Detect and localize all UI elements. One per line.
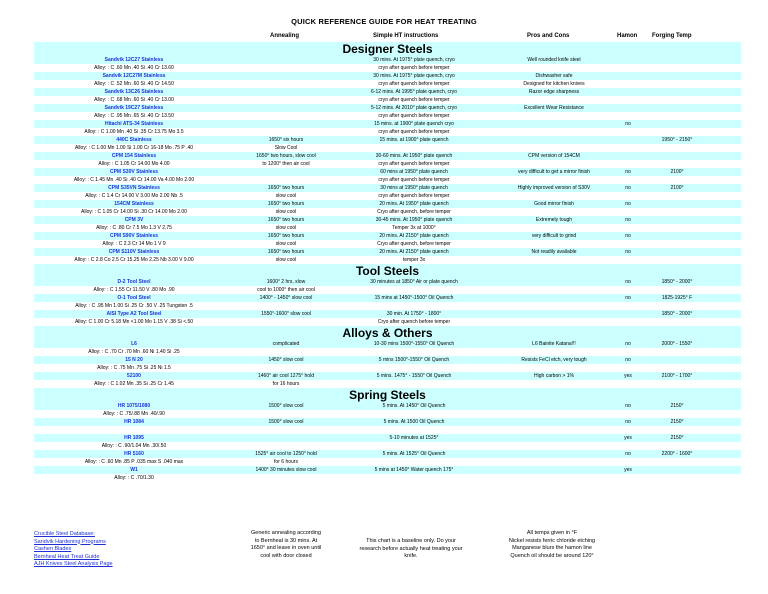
steel-name: Sandvik 19C27 Stainless: [104, 105, 164, 111]
steel-row: [34, 184, 741, 192]
alloy-row: [34, 302, 741, 310]
steel-row: [34, 232, 741, 240]
alloy-row: [34, 192, 741, 200]
ht-instructions-cell: 60 mins at 1950° plate quench: [380, 169, 448, 175]
hamon-cell: no: [625, 201, 631, 207]
steel-row: [34, 152, 741, 160]
note-annealing-line: Generic annealing according: [250, 530, 322, 536]
alloy-row: [34, 144, 741, 152]
annealing-cell: 1650° two hours: [267, 185, 305, 191]
alloy-row: [34, 128, 741, 136]
alloy-composition: Alloy: : C .52 Mn .60 Si .40 Cr 14.50: [94, 81, 174, 87]
ht-instructions-cell: cryo after quench before temper: [378, 113, 450, 119]
alloy-composition: Alloy: : C .75 Mn .75 Si .25 Ni 1.5: [97, 365, 171, 371]
ht-instructions-cell: 30 mins. At 1975° plate quench, cryo: [373, 73, 455, 79]
annealing-cell: 1400° 30 minutes slow cool: [255, 467, 317, 473]
steel-name: D-2 Tool Steel: [117, 279, 151, 285]
forging-temp-cell: 1950° - 2150°: [661, 137, 693, 143]
link-crucible-database[interactable]: Crucible Steel Database:: [34, 531, 95, 537]
forging-temp-cell: 2200° - 1600°: [661, 451, 693, 457]
annealing-cell: slow cool: [275, 257, 297, 263]
ht-instructions-cell: temper 3x: [402, 257, 426, 263]
ht-instructions-cell: Temper 3x at 1000°: [392, 225, 436, 231]
hamon-cell: no: [625, 341, 631, 347]
ht-instructions-cell: 15 mins. at 1900° plate quench: [379, 137, 449, 143]
annealing-cell: cool to 1000° then air cool: [257, 287, 315, 293]
ht-instructions-cell: cryo after quench before temper: [378, 65, 450, 71]
annealing-cell: 1650° two hours: [267, 201, 305, 207]
steel-row: [34, 120, 741, 128]
alloy-composition: Alloy: : C 2.8 Co 2.5 Cr 15.25 Mo 2.25 Nb 3.00 V 9.00: [74, 257, 194, 263]
pros-cons-cell: Resists FeCl etch, very tough: [521, 357, 587, 363]
steel-row: [34, 278, 741, 286]
alloy-row: [34, 224, 741, 232]
steel-row: [34, 248, 741, 256]
ht-instructions-cell: 20 mins. At 2150° plate quench: [379, 249, 449, 255]
alloy-row: [34, 364, 741, 372]
ht-instructions-cell: 5 mins. At 1525° Oil Quench: [382, 451, 446, 457]
steel-name: CPM S110V Stainless: [108, 249, 160, 255]
steel-name: Hitachi ATS-34 Stainless: [104, 121, 164, 127]
annealing-cell: 1550°-1600° slow cool: [261, 311, 311, 317]
ht-instructions-cell: 30 mins. At 1975° plate quench, cryo: [373, 57, 455, 63]
hamon-cell: no: [625, 185, 631, 191]
ht-instructions-cell: 30-60 mins. At 1950° plate quench: [375, 153, 453, 159]
steel-name: Sandvik 12C27 Stainless: [104, 57, 164, 63]
annealing-cell: slow cool: [275, 193, 297, 199]
pros-cons-cell: Razor edge sharpness: [528, 89, 580, 95]
steel-row: [34, 168, 741, 176]
annealing-cell: 1460° air cool 1275° hold: [258, 373, 314, 379]
note-baseline-line: research before actually heat treating your: [359, 545, 463, 552]
steel-row: [34, 88, 741, 96]
ht-instructions-cell: 30 minutes at 1850° Air or plate quench: [370, 279, 458, 285]
alloy-row: [34, 240, 741, 248]
ht-instructions-cell: 5 mins. At 1450° Oil Quench: [382, 403, 446, 409]
steel-name: 52100: [127, 373, 141, 379]
steel-row: [34, 200, 741, 208]
ht-instructions-cell: 30-45 mins. At 1950° plate quench: [375, 217, 453, 223]
steel-row: [34, 372, 741, 380]
column-header-forging-temp: Forging Temp: [652, 33, 692, 39]
link-ajh-knives[interactable]: AJH Knives Steel Analysis Page: [34, 561, 113, 567]
note-annealing-line: cool with door closed: [260, 552, 312, 559]
ht-instructions-cell: 15 mins. at 1900° plate quench cryo: [374, 121, 454, 127]
alloy-row: [34, 348, 741, 356]
hamon-cell: no: [625, 233, 631, 239]
steel-row: [34, 56, 741, 64]
link-bernheal-guide[interactable]: Bernheal Heat Treat Guide: [34, 553, 100, 560]
pros-cons-cell: Highly improved version of S30V: [517, 185, 591, 191]
alloy-row: [34, 256, 741, 264]
forging-temp-cell: 2100°: [670, 169, 684, 175]
note-annealing-line: to Bernheal is 30 mins. At: [254, 537, 318, 544]
forging-temp-cell: 2150°: [670, 419, 684, 425]
ht-instructions-cell: Cryo after quench, before temper: [377, 209, 451, 215]
ht-instructions-cell: cryo after quench before temper: [378, 129, 450, 135]
note-temps: [488, 530, 616, 560]
note-baseline: [336, 538, 486, 561]
steel-name: 440C Stainless: [116, 137, 152, 143]
note-annealing-line: 1650° and leave in oven until: [250, 545, 322, 551]
steel-name: CPM S90V Stainless: [109, 233, 159, 239]
steel-row: [34, 340, 741, 348]
alloy-composition: Alloy: : C .75/.88 Mn .40/.90: [103, 411, 165, 417]
hamon-cell: no: [625, 403, 631, 409]
ht-instructions-cell: cryo after quench before temper: [378, 81, 450, 87]
steel-row: [34, 466, 741, 474]
annealing-cell: to 1200° then air cool: [262, 161, 310, 167]
forging-temp-cell: 2100°: [670, 185, 684, 191]
link-cashen-blades[interactable]: Cashen Blades: [34, 546, 72, 552]
ht-instructions-cell: 5-12 mins. At 2010° plate quench, cryo: [371, 105, 457, 111]
steel-row: [34, 434, 741, 442]
steel-name: AISI Type A2 Tool Steel: [106, 311, 162, 317]
alloy-composition: Alloy: : C 1.00 Mn .40 Si .35 Cr 13.75 Mo 3.5: [84, 129, 184, 135]
pros-cons-cell: Dishwasher safe: [535, 73, 573, 79]
hamon-cell: no: [625, 169, 631, 175]
pros-cons-cell: very difficult to get a mirror finish: [518, 169, 590, 175]
annealing-cell: 1525° air cool to 1250° hold: [255, 451, 317, 457]
annealing-cell: complicated: [272, 341, 300, 347]
hamon-cell: no: [625, 217, 631, 223]
steel-name: 154CM Stainless: [114, 201, 154, 207]
note-temps-line: Nickel resists ferric chloride etching: [508, 537, 596, 544]
ht-instructions-cell: 20 mins. At 2150° plate quench: [379, 233, 449, 239]
section-header: Spring Steels: [34, 388, 741, 402]
hamon-cell: no: [625, 121, 631, 127]
steel-row: [34, 216, 741, 224]
steel-name: HR 1095: [124, 435, 144, 441]
steel-row: [34, 450, 741, 458]
steel-row: [34, 72, 741, 80]
annealing-cell: 1600° 2 hrs, slow: [266, 279, 306, 285]
steel-name: 15 N 20: [125, 357, 143, 363]
annealing-cell: 1500° slow cool: [268, 403, 304, 409]
page-title: QUICK REFERENCE GUIDE FOR HEAT TREATING: [291, 17, 477, 26]
alloy-composition: Alloy: : C 1.55 Cr 11.50 V .80 Mo .90: [93, 287, 175, 293]
steel-name: O-1 Tool Steel: [117, 295, 151, 301]
alloy-row: [34, 64, 741, 72]
forging-temp-cell: 2150°: [670, 403, 684, 409]
steel-name: CPM 3V: [124, 217, 144, 223]
annealing-cell: Slow Cool: [274, 145, 298, 151]
forging-temp-cell: 2150°: [670, 435, 684, 441]
note-temps-line: All temps given in °F: [526, 530, 578, 536]
alloy-row: [34, 474, 741, 482]
column-header-pros-cons: Pros and Cons: [527, 33, 570, 39]
steel-row: [34, 418, 741, 426]
steel-name: W1: [130, 467, 138, 473]
section-header: Designer Steels: [34, 42, 741, 56]
alloy-composition: Alloy: : C .70/1.30: [114, 475, 154, 481]
forging-temp-cell: 2100° - 1700°: [661, 373, 693, 379]
note-annealing: [236, 530, 336, 560]
hamon-cell: yes: [624, 467, 632, 473]
hamon-cell: yes: [624, 373, 632, 379]
ht-instructions-cell: 5 mins. At 1500 Oil Quench: [383, 419, 445, 425]
hamon-cell: no: [625, 419, 631, 425]
alloy-composition: Alloy: : C 1.05 Cr 14.00 Mo 4.00: [98, 161, 170, 167]
annealing-cell: 1650° two hours, slow cool: [256, 153, 316, 159]
steel-name: CPM S30V Stainless: [109, 169, 159, 175]
hamon-cell: yes: [624, 435, 632, 441]
alloy-composition: Alloy: : C .60 Mn .40 Si .40 Cr 13.60: [94, 65, 174, 71]
hamon-cell: no: [625, 451, 631, 457]
ht-instructions-cell: 10-30 mins 1500°-1550° Oil Quench: [373, 341, 455, 347]
pros-cons-cell: Extremely tough: [535, 217, 573, 223]
alloy-row: [34, 208, 741, 216]
note-temps-line: Quench oil should be around 120°: [510, 552, 594, 559]
forging-temp-cell: 1825-1925° F: [661, 295, 693, 301]
alloy-row: [34, 286, 741, 294]
section-header: Tool Steels: [34, 264, 741, 278]
ht-instructions-cell: 30 mins at 1950° plate quench: [380, 185, 448, 191]
steel-row: [34, 294, 741, 302]
ht-instructions-cell: Cryo after quench before temper: [377, 319, 451, 325]
note-baseline-line: knife.: [404, 553, 418, 559]
annealing-cell: 1400° - 1450° slow cool: [259, 295, 313, 301]
steel-name: HR 5160: [124, 451, 144, 457]
heat-treat-table: [34, 42, 741, 482]
alloy-composition: Alloy: : C 1.4 Cr 14.00 V 3.00 Mo 2.00 Nb .5: [85, 193, 183, 199]
alloy-composition: Alloy: : C .68 Mn .60 Si .40 Cr 13.00: [94, 97, 174, 103]
alloy-composition: Alloy: : C .70 Cr .70 Mn .60 Ni 1.40 Si .25: [88, 349, 180, 355]
alloy-row: [34, 426, 741, 434]
alloy-composition: Alloy: : C 1.00 Mn 1.00 Si 1.00 Cr 16-18 Mo .75 P .40: [74, 145, 194, 151]
alloy-row: [34, 318, 741, 326]
note-baseline-line: This chart is a baseline only. Do your: [366, 538, 456, 544]
ht-instructions-cell: 15 mins at 1450°-1500° Oil Quench: [374, 295, 454, 301]
steel-row: [34, 310, 741, 318]
alloy-row: [34, 80, 741, 88]
alloy-composition: Alloy: : C .60 Mn .85 P .035 max S .040 max: [84, 459, 184, 465]
ht-instructions-cell: 5 mins. 1475° - 1550° Oil Quench: [376, 373, 452, 379]
steel-name: HR 1075/1080: [117, 403, 151, 409]
steel-row: [34, 356, 741, 364]
steel-row: [34, 104, 741, 112]
ht-instructions-cell: cryo after quench before temper: [378, 97, 450, 103]
ht-instructions-cell: 6-12 mins. At 1995° plate quench, cryo: [371, 89, 457, 95]
hamon-cell: no: [625, 249, 631, 255]
hamon-cell: no: [625, 295, 631, 301]
ht-instructions-cell: 5 mins 1500°-1550° Oil Quench: [378, 357, 450, 363]
annealing-cell: 1500° slow cool: [268, 419, 304, 425]
section-header: Alloys & Others: [34, 326, 741, 340]
forging-temp-cell: 1850° - 2000°: [661, 279, 693, 285]
annealing-cell: for 6 hours: [274, 459, 298, 465]
ht-instructions-cell: 20 mins. At 1950° plate quench: [379, 201, 449, 207]
annealing-cell: 1650° six hours: [268, 137, 304, 143]
forging-temp-cell: 1850° - 2000°: [661, 311, 693, 317]
pros-cons-cell: High carbon > 1%: [534, 373, 574, 379]
annealing-cell: 1450° slow cool: [268, 357, 304, 363]
column-header-simple-ht: Simple HT instructions: [373, 33, 439, 39]
alloy-row: [34, 458, 741, 466]
annealing-cell: slow cool: [275, 209, 297, 215]
pros-cons-cell: Designed for kitchen knives: [523, 81, 585, 87]
alloy-composition: Alloy: : C .95 Mn .65 Si .40 Cr 13.50: [94, 113, 174, 119]
hamon-cell: no: [625, 357, 631, 363]
steel-name: HR 1084: [124, 419, 144, 425]
ht-instructions-cell: Cryo after quench, before temper: [377, 241, 451, 247]
steel-name: CPM S35VN Stainless: [108, 185, 160, 191]
alloy-composition: Alloy: : C 2.3 Cr 14 Mo 1 V 9: [102, 241, 166, 247]
steel-name: CPM 154 Stainless: [111, 153, 157, 159]
annealing-cell: 1650° two hours: [267, 233, 305, 239]
hamon-cell: no: [625, 279, 631, 285]
pros-cons-cell: Well rounded knife steel: [527, 57, 581, 63]
pros-cons-cell: Excellent Wear Resistance: [524, 105, 584, 111]
steel-name: Sandvik 12C27M Stainless: [102, 73, 166, 79]
alloy-row: [34, 96, 741, 104]
pros-cons-cell: Not readily available: [531, 249, 577, 255]
ht-instructions-cell: cryo after quench before temper: [378, 193, 450, 199]
alloy-row: [34, 442, 741, 450]
alloy-composition: Alloy: : C .95 Mn 1.00 Si .25 Cr .50 V .25 Tungsten .5: [75, 303, 193, 309]
annealing-cell: slow cool: [275, 241, 297, 247]
alloy-composition: Alloy: : C .80 Cr 7.5 Mo 1.3 V 2.75: [96, 225, 172, 231]
ht-instructions-cell: cryo after quench before temper: [378, 177, 450, 183]
alloy-row: [34, 410, 741, 418]
note-temps-line: Manganese blurs the hamon line: [512, 545, 592, 551]
alloy-composition: Alloy: C 1.00 Cr 5.18 Mn <1.00 Mo 1.15 V .38 Si <.50: [74, 319, 194, 325]
pros-cons-cell: CPM version of 154CM: [528, 153, 580, 159]
alloy-composition: Alloy: : C 1.45 Mn .40 Si .40 Cr 14.00 Va 4.00 Mo 2.00: [73, 177, 195, 183]
annealing-cell: slow cool: [275, 225, 297, 231]
link-sandvik-hardening[interactable]: Sandvik Hardening Programs: [34, 538, 106, 545]
annealing-cell: 1650° two hours: [267, 217, 305, 223]
pros-cons-cell: Good mirror finish: [534, 201, 574, 207]
alloy-composition: Alloy: : C .90/1.04 Mn .30/.50: [101, 443, 167, 449]
alloy-row: [34, 112, 741, 120]
alloy-row: [34, 160, 741, 168]
reference-links: [34, 531, 113, 569]
ht-instructions-cell: 5 mins at 1450° Water quench 175°: [374, 467, 454, 473]
column-header-annealing: Annealing: [270, 33, 300, 39]
forging-temp-cell: 2000° - 1550°: [661, 341, 693, 347]
alloy-row: [34, 380, 741, 388]
ht-instructions-cell: 5-10 minutes at 1525°: [389, 435, 439, 441]
alloy-composition: Alloy: : C 1.02 Mn .35 Si .25 Cr 1.45: [94, 381, 174, 387]
pros-cons-cell: very difficult to grind: [531, 233, 577, 239]
steel-row: [34, 136, 741, 144]
annealing-cell: 1650° two hours: [267, 249, 305, 255]
alloy-composition: Alloy: : C 1.05 Cr 14.00 Si .30 Cr 14.00 Mo 2.00: [81, 209, 187, 215]
steel-name: Sandvik 13C26 Stainless: [104, 89, 164, 95]
column-header-hamon: Hamon: [617, 33, 638, 39]
ht-instructions-cell: 30 min. At 1750° - 1800°: [386, 311, 442, 317]
steel-name: L6: [131, 341, 137, 347]
annealing-cell: for 16 hours: [272, 381, 300, 387]
alloy-row: [34, 176, 741, 184]
pros-cons-cell: L6 Bainite Katana!!!: [532, 341, 576, 347]
steel-row: [34, 402, 741, 410]
ht-instructions-cell: cryo after quench before temper: [378, 161, 450, 167]
